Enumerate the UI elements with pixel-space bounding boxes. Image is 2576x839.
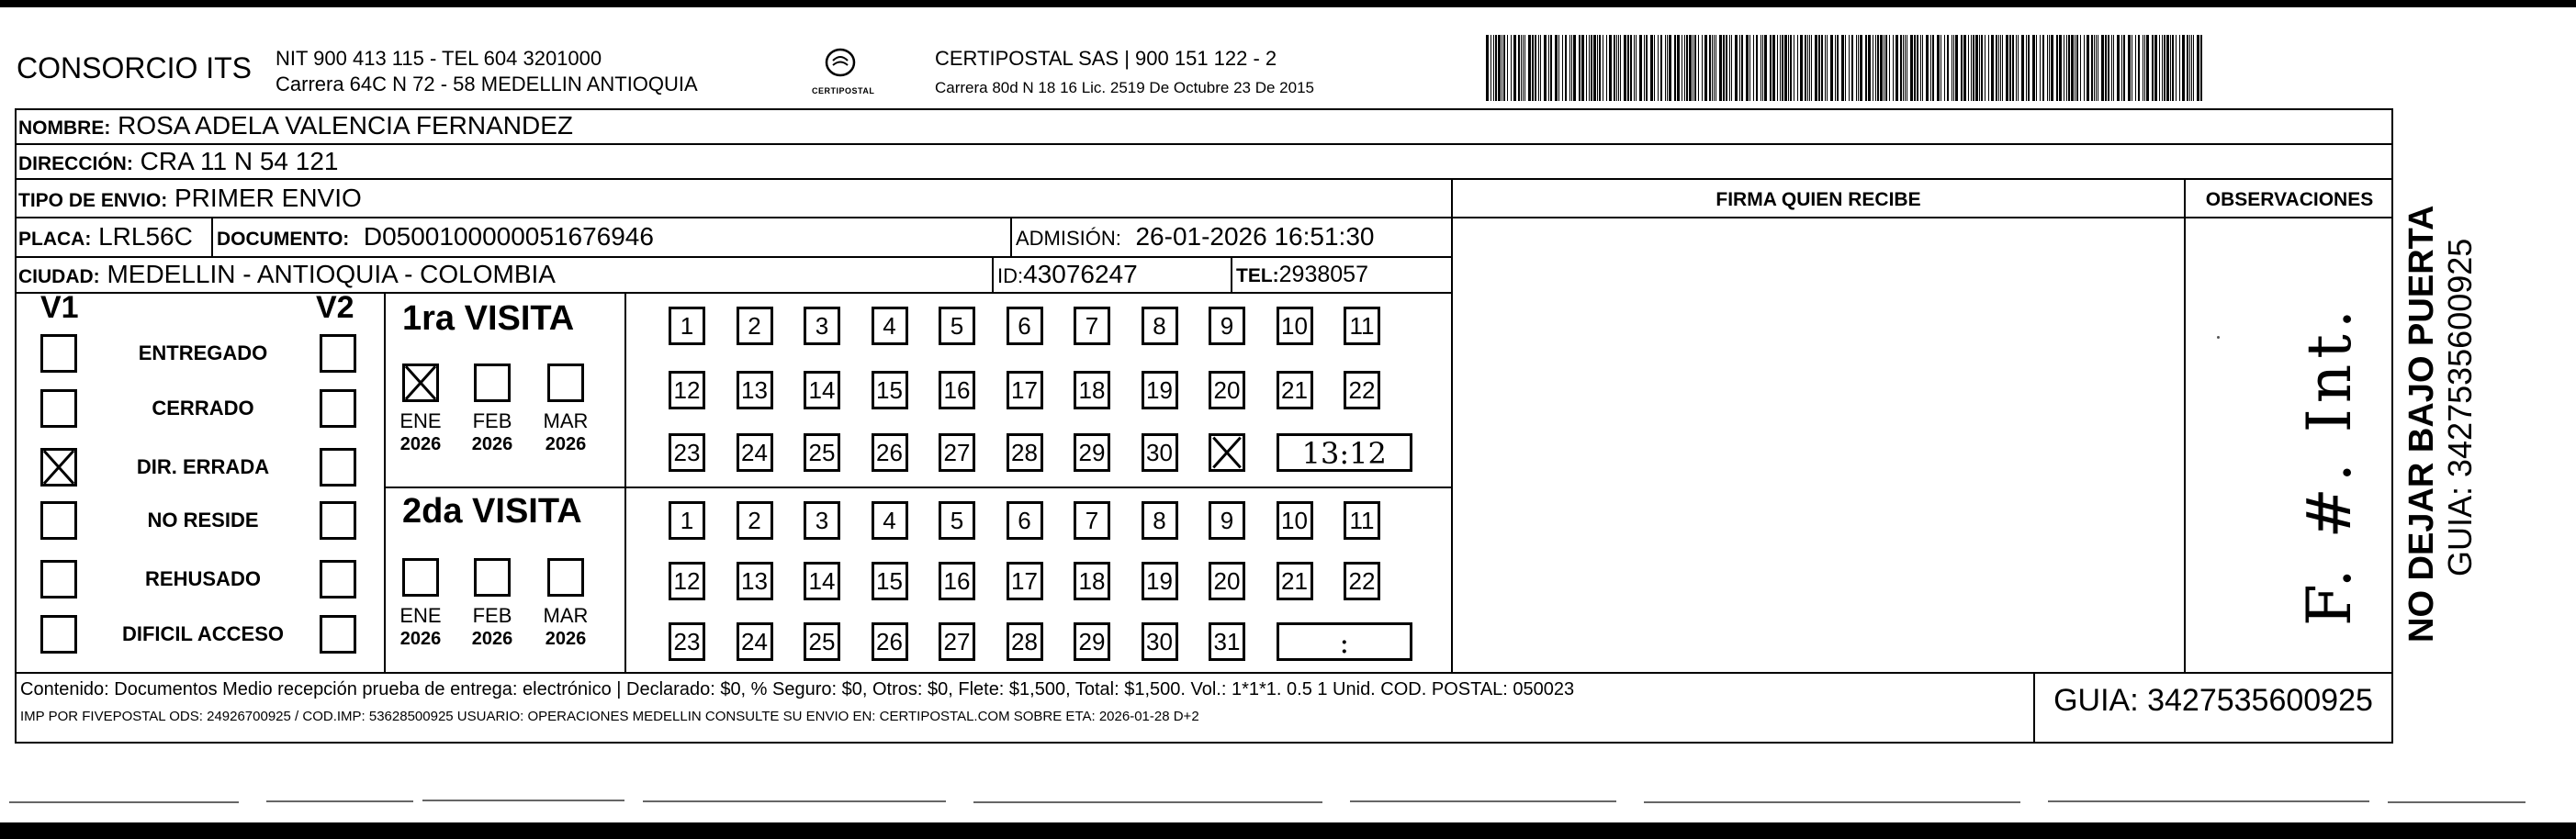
ciudad-label: CIUDAD: bbox=[18, 266, 100, 287]
month-name: MAR bbox=[543, 409, 589, 432]
company-address: Carrera 64C N 72 - 58 MEDELLIN ANTIOQUIA bbox=[276, 73, 698, 95]
day-box[interactable]: 22 bbox=[1344, 562, 1380, 600]
time-box[interactable]: 13:12 bbox=[1277, 433, 1413, 472]
month-name: FEB bbox=[472, 604, 512, 627]
month-checkbox[interactable] bbox=[547, 558, 584, 597]
certipostal-logo-text: CERTIPOSTAL bbox=[812, 86, 875, 95]
month-checkbox[interactable] bbox=[402, 558, 439, 597]
month-checkbox[interactable] bbox=[474, 364, 511, 402]
v1-checkbox[interactable] bbox=[40, 615, 77, 654]
day-box[interactable]: 19 bbox=[1142, 562, 1178, 600]
status-label: CERRADO bbox=[152, 397, 254, 420]
day-box[interactable]: 16 bbox=[939, 562, 975, 600]
v2-checkbox[interactable] bbox=[320, 615, 356, 654]
day-box[interactable]: 21 bbox=[1277, 371, 1313, 409]
day-box[interactable]: 12 bbox=[669, 371, 705, 409]
day-box[interactable]: 14 bbox=[804, 371, 840, 409]
day-box[interactable]: 10 bbox=[1277, 501, 1313, 540]
day-box[interactable]: 11 bbox=[1344, 307, 1380, 345]
nombre-label: NOMBRE: bbox=[18, 117, 111, 139]
day-box[interactable]: 23 bbox=[669, 622, 705, 661]
month-year: 2026 bbox=[399, 434, 442, 454]
v1-checkbox[interactable] bbox=[40, 334, 77, 373]
day-box[interactable]: 10 bbox=[1277, 307, 1313, 345]
day-box[interactable]: 30 bbox=[1142, 433, 1178, 472]
day-box[interactable]: 28 bbox=[1007, 433, 1043, 472]
placa-row bbox=[18, 221, 193, 255]
status-label: ENTREGADO bbox=[138, 341, 268, 364]
day-box[interactable]: 13 bbox=[737, 562, 773, 600]
month-year: 2026 bbox=[471, 434, 513, 454]
day-box[interactable]: 20 bbox=[1209, 562, 1245, 600]
v2-checkbox[interactable] bbox=[320, 501, 356, 540]
day-box[interactable]: 7 bbox=[1074, 307, 1110, 345]
month-checkbox[interactable] bbox=[402, 364, 439, 402]
day-box[interactable]: 12 bbox=[669, 562, 705, 600]
day-box[interactable]: 29 bbox=[1074, 622, 1110, 661]
status-label: NO RESIDE bbox=[147, 509, 259, 531]
tel-value: 2938057 bbox=[1278, 262, 1368, 287]
day-box[interactable]: 22 bbox=[1344, 371, 1380, 409]
documento-value: D0500100000051676946 bbox=[363, 222, 654, 251]
firma-header: FIRMA QUIEN RECIBE bbox=[1715, 189, 1921, 210]
day-box[interactable]: 8 bbox=[1142, 307, 1178, 345]
day-box[interactable]: 3 bbox=[804, 501, 840, 540]
top-border bbox=[0, 0, 2576, 7]
month-checkbox[interactable] bbox=[547, 364, 584, 402]
month-name: ENE bbox=[399, 409, 442, 432]
day-box[interactable]: 23 bbox=[669, 433, 705, 472]
month-name: MAR bbox=[543, 604, 589, 627]
day-box[interactable]: 26 bbox=[872, 622, 908, 661]
direccion-label: DIRECCIÓN: bbox=[18, 153, 133, 174]
tel-row bbox=[1236, 259, 1368, 292]
day-box[interactable]: 2 bbox=[737, 307, 773, 345]
visit1-title: 1ra VISITA bbox=[402, 299, 575, 338]
v2-checkbox[interactable] bbox=[320, 448, 356, 487]
day-box[interactable]: 18 bbox=[1074, 562, 1110, 600]
direccion-row bbox=[18, 146, 338, 180]
day-box[interactable]: 27 bbox=[939, 622, 975, 661]
day-box[interactable]: 5 bbox=[939, 501, 975, 540]
month-name: FEB bbox=[472, 409, 512, 432]
bottom-border bbox=[0, 822, 2576, 839]
day-box-checked[interactable] bbox=[1209, 433, 1245, 472]
day-box[interactable]: 17 bbox=[1007, 562, 1043, 600]
tel-label: TEL: bbox=[1236, 265, 1279, 286]
tipo-value: PRIMER ENVIO bbox=[174, 184, 362, 212]
day-box[interactable]: 14 bbox=[804, 562, 840, 600]
day-box[interactable]: 16 bbox=[939, 371, 975, 409]
time-box[interactable]: : bbox=[1277, 622, 1413, 661]
day-box[interactable]: 7 bbox=[1074, 501, 1110, 540]
month-name: ENE bbox=[399, 604, 442, 627]
v2-label: V2 bbox=[316, 290, 354, 325]
carrier-line: CERTIPOSTAL SAS | 900 151 122 - 2 bbox=[935, 47, 1277, 70]
admision-label: ADMISIÓN: bbox=[1016, 227, 1121, 250]
day-box[interactable]: 29 bbox=[1074, 433, 1110, 472]
admision-value: 26-01-2026 16:51:30 bbox=[1135, 222, 1375, 251]
direccion-value: CRA 11 N 54 121 bbox=[140, 147, 339, 175]
day-box[interactable]: 17 bbox=[1007, 371, 1043, 409]
v1-label: V1 bbox=[40, 290, 79, 325]
ciudad-value: MEDELLIN - ANTIOQUIA - COLOMBIA bbox=[107, 260, 556, 288]
day-box[interactable]: 24 bbox=[737, 433, 773, 472]
day-box[interactable]: 13 bbox=[737, 371, 773, 409]
no-dejar-text: NO DEJAR BAJO PUERTA bbox=[2402, 205, 2441, 643]
placa-label: PLACA: bbox=[18, 229, 92, 250]
barcode bbox=[1486, 35, 2213, 101]
day-box[interactable]: 8 bbox=[1142, 501, 1178, 540]
day-box[interactable]: 21 bbox=[1277, 562, 1313, 600]
day-box[interactable]: 5 bbox=[939, 307, 975, 345]
day-box[interactable]: 24 bbox=[737, 622, 773, 661]
status-label: DIFICIL ACCESO bbox=[121, 622, 284, 645]
nombre-value: ROSA ADELA VALENCIA FERNANDEZ bbox=[118, 111, 573, 140]
ciudad-row bbox=[18, 259, 556, 293]
day-box[interactable]: 9 bbox=[1209, 307, 1245, 345]
day-box[interactable]: 20 bbox=[1209, 371, 1245, 409]
id-value: 43076247 bbox=[1023, 260, 1138, 288]
day-box[interactable]: 2 bbox=[737, 501, 773, 540]
day-box[interactable]: 19 bbox=[1142, 371, 1178, 409]
id-label: ID: bbox=[997, 264, 1024, 287]
day-box[interactable]: 6 bbox=[1007, 307, 1043, 345]
tipo-row bbox=[18, 183, 362, 217]
v2-checkbox[interactable] bbox=[320, 334, 356, 373]
v1-checkbox[interactable] bbox=[40, 448, 77, 487]
day-box[interactable]: 4 bbox=[872, 501, 908, 540]
v1-checkbox[interactable] bbox=[40, 560, 77, 598]
footer-guia: GUIA: 3427535600925 bbox=[2053, 683, 2373, 718]
day-box[interactable]: 25 bbox=[804, 433, 840, 472]
side-guia: GUIA: 3427535600925 bbox=[2441, 238, 2479, 576]
day-box[interactable]: 1 bbox=[669, 501, 705, 540]
day-box[interactable]: 31 bbox=[1209, 622, 1245, 661]
status-label: REHUSADO bbox=[145, 567, 261, 590]
handwritten-observation: F. #. Int. bbox=[2294, 304, 2365, 626]
day-box[interactable]: 4 bbox=[872, 307, 908, 345]
imp-text: IMP POR FIVEPOSTAL ODS: 24926700925 / COD.IMP: 53628500925 USUARIO: OPERACIONES MEDELLIN CONSULTE SU ENVIO EN: CERTIPOSTAL.COM SOBRE ETA: 2026-01-28 D+2 bbox=[20, 709, 1199, 724]
contenido-text: Contenido: Documentos Medio recepción prueba de entrega: electrónico | Declarado: $0, % Seguro: $0, Otros: $0, Flete: $1,500, Total: $1,500. Vol.: 1*1*1. 0.5 1 Unid. COD. POSTAL: 050023 bbox=[20, 679, 1575, 699]
v1-checkbox[interactable] bbox=[40, 501, 77, 540]
day-box[interactable]: 9 bbox=[1209, 501, 1245, 540]
month-year: 2026 bbox=[545, 434, 587, 454]
visit2-title: 2da VISITA bbox=[402, 492, 582, 531]
day-box[interactable]: 6 bbox=[1007, 501, 1043, 540]
day-box[interactable]: 3 bbox=[804, 307, 840, 345]
day-box[interactable]: 25 bbox=[804, 622, 840, 661]
admision-row bbox=[1016, 221, 1374, 254]
documento-label: DOCUMENTO: bbox=[217, 229, 350, 250]
day-box[interactable]: 1 bbox=[669, 307, 705, 345]
day-box[interactable]: 30 bbox=[1142, 622, 1178, 661]
nombre-row bbox=[18, 110, 573, 144]
id-row bbox=[997, 259, 1138, 292]
day-box[interactable]: 15 bbox=[872, 562, 908, 600]
company-nit: NIT 900 413 115 - TEL 604 3201000 bbox=[276, 47, 602, 70]
month-year: 2026 bbox=[471, 629, 513, 649]
month-year: 2026 bbox=[545, 629, 587, 649]
day-box[interactable]: 28 bbox=[1007, 622, 1043, 661]
v1-checkbox[interactable] bbox=[40, 389, 77, 428]
pen-dot bbox=[2217, 336, 2220, 339]
carrier-license: Carrera 80d N 18 16 Lic. 2519 De Octubre 23 De 2015 bbox=[935, 79, 1314, 96]
day-box[interactable]: 11 bbox=[1344, 501, 1380, 540]
day-box[interactable]: 15 bbox=[872, 371, 908, 409]
day-box[interactable]: 27 bbox=[939, 433, 975, 472]
v2-checkbox[interactable] bbox=[320, 389, 356, 428]
day-box[interactable]: 26 bbox=[872, 433, 908, 472]
observaciones-header: OBSERVACIONES bbox=[2205, 189, 2374, 210]
month-checkbox[interactable] bbox=[474, 558, 511, 597]
month-year: 2026 bbox=[399, 629, 442, 649]
v2-checkbox[interactable] bbox=[320, 560, 356, 598]
company-name: CONSORCIO ITS bbox=[17, 51, 253, 84]
tipo-label: TIPO DE ENVIO: bbox=[18, 190, 168, 211]
day-box[interactable]: 18 bbox=[1074, 371, 1110, 409]
status-label: DIR. ERRADA bbox=[136, 455, 270, 478]
placa-value: LRL56C bbox=[98, 222, 193, 251]
documento-row bbox=[217, 221, 654, 255]
